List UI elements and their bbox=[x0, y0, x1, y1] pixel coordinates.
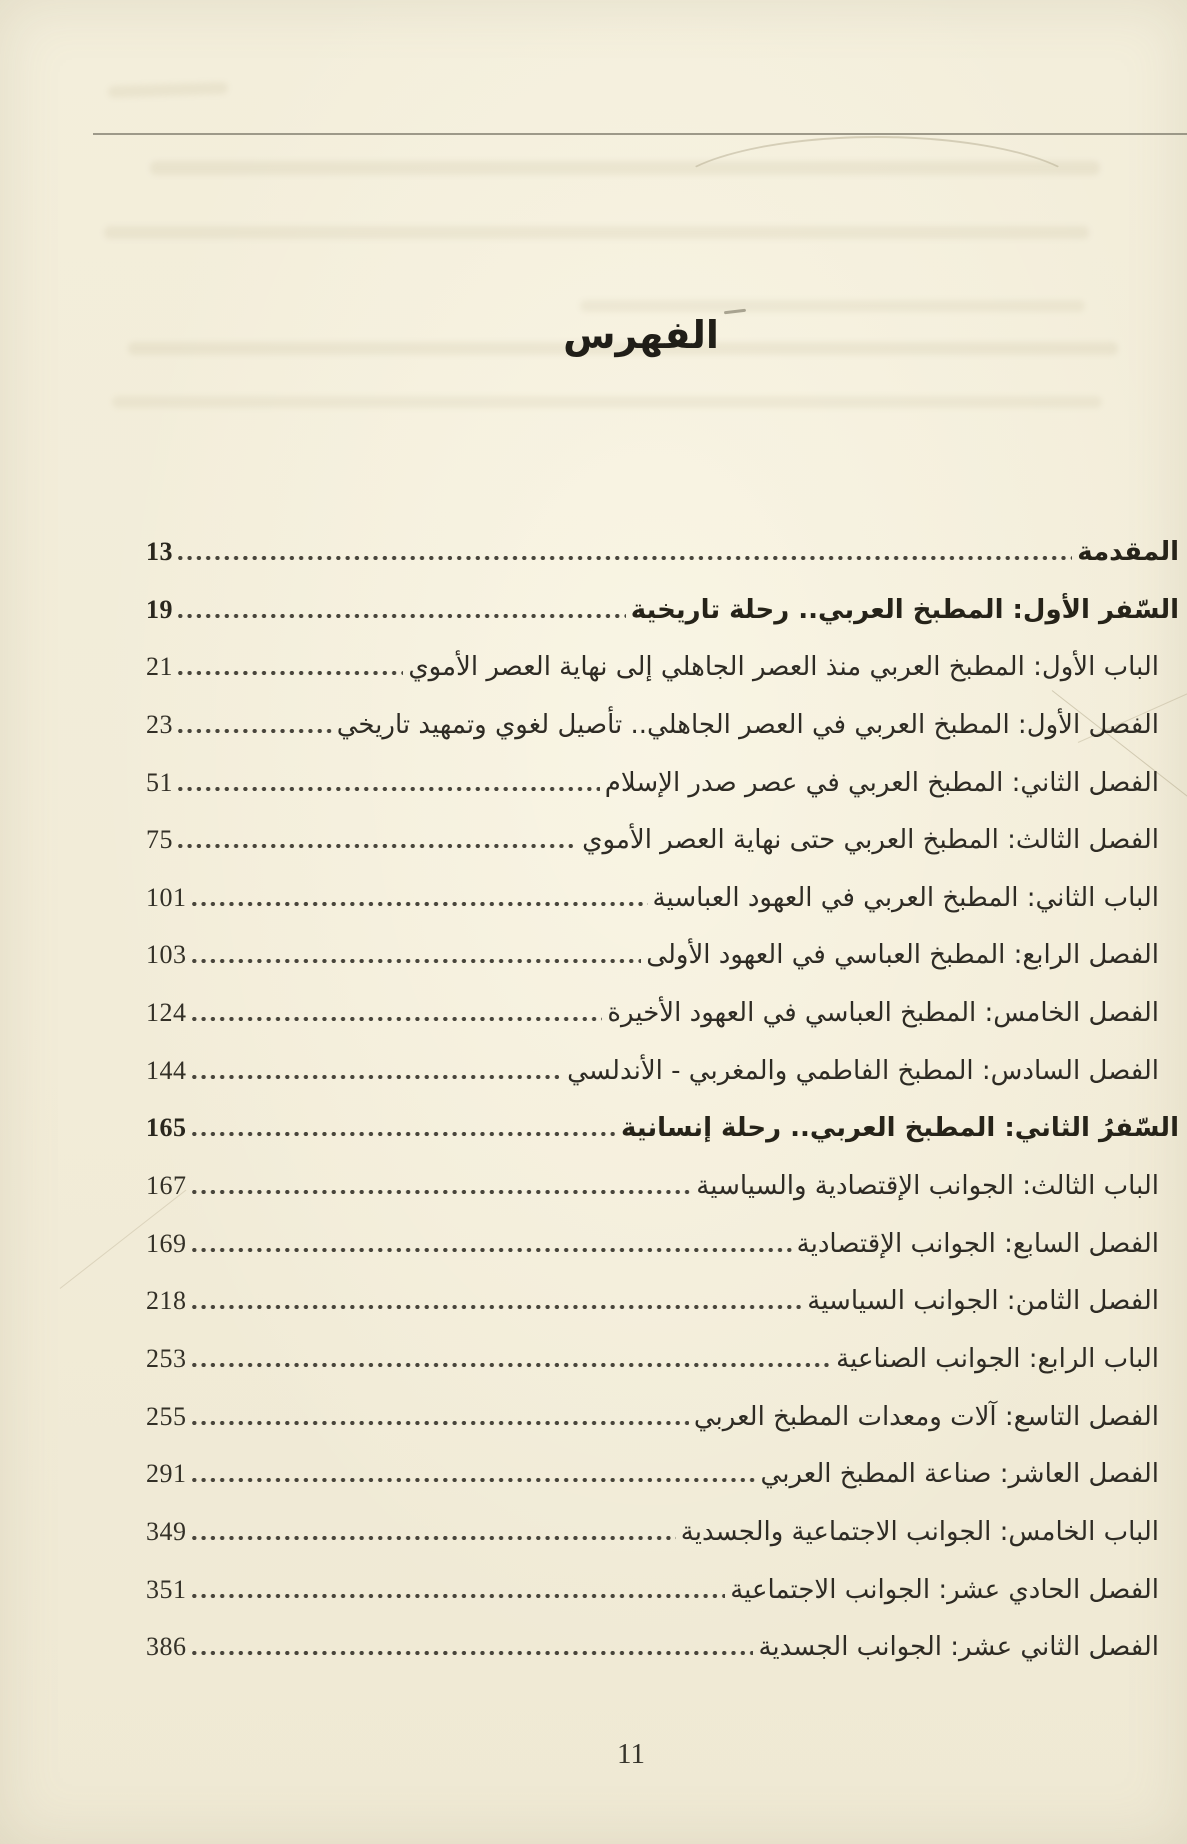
toc-entry-label: الفصل الثاني: المطبخ العربي في عصر صدر الإسلام bbox=[604, 767, 1159, 798]
toc-entry bbox=[146, 1561, 1181, 1619]
toc-entry-label: الفصل الخامس: المطبخ العباسي في العهود الأخيرة bbox=[607, 998, 1159, 1029]
toc-entry-label: المقدمة bbox=[1077, 537, 1179, 567]
toc-entry-page: 253 bbox=[146, 1343, 187, 1373]
page-number: 11 bbox=[617, 1738, 645, 1770]
dot-leader bbox=[192, 1017, 603, 1021]
toc-entry-label: الفصل الثالث: المطبخ العربي حتى نهاية العصر الأموي bbox=[582, 825, 1159, 856]
toc-entry-page: 351 bbox=[146, 1574, 187, 1604]
toc-entry-label: الباب الثالث: الجوانب الإقتصادية والسياسية bbox=[696, 1171, 1159, 1202]
toc-entry bbox=[146, 1445, 1181, 1503]
toc-entry-label: الفصل الرابع: المطبخ العباسي في العهود الأولى bbox=[646, 940, 1159, 971]
dot-leader bbox=[178, 671, 403, 675]
dot-leader bbox=[192, 1594, 726, 1598]
dot-leader bbox=[192, 959, 642, 963]
toc-entry-label: الفصل الثامن: الجوانب السياسية bbox=[807, 1286, 1159, 1317]
toc-entry-label: الفصل العاشر: صناعة المطبخ العربي bbox=[760, 1459, 1159, 1490]
dot-leader bbox=[192, 1248, 792, 1252]
dot-leader bbox=[192, 1421, 689, 1425]
top-rule bbox=[93, 133, 1187, 135]
toc-entry-page: 75 bbox=[146, 825, 173, 855]
toc-entry-page: 291 bbox=[146, 1459, 187, 1489]
toc-entry-label: السّفر الأول: المطبخ العربي.. رحلة تاريخية bbox=[630, 594, 1179, 625]
toc-entry bbox=[146, 869, 1181, 927]
page-title: الفهرس bbox=[563, 313, 719, 358]
toc-entry bbox=[146, 696, 1181, 754]
toc-entry-label: الباب الثاني: المطبخ العربي في العهود العباسية bbox=[652, 882, 1159, 913]
toc-list bbox=[146, 523, 1181, 1676]
toc-entry bbox=[146, 1157, 1181, 1215]
toc-entry bbox=[146, 984, 1181, 1042]
toc-entry bbox=[146, 1042, 1181, 1100]
dot-leader bbox=[178, 787, 600, 791]
toc-entry-label: الباب الخامس: الجوانب الاجتماعية والجسدية bbox=[680, 1516, 1159, 1547]
dot-leader bbox=[178, 614, 626, 618]
toc-entry-label: الفصل السادس: المطبخ الفاطمي والمغربي - الأندلسي bbox=[567, 1055, 1159, 1086]
toc-entry-page: 218 bbox=[146, 1286, 187, 1316]
dot-leader bbox=[192, 1536, 676, 1540]
toc-entry-page: 13 bbox=[146, 537, 173, 566]
dot-leader bbox=[178, 844, 577, 848]
toc-entry bbox=[146, 1272, 1181, 1330]
toc-entry bbox=[146, 1330, 1181, 1388]
dot-leader bbox=[192, 1478, 756, 1482]
toc-entry-page: 386 bbox=[146, 1632, 187, 1662]
paper-crease bbox=[665, 136, 1089, 260]
toc-entry-page: 51 bbox=[146, 767, 173, 797]
ghost-text bbox=[112, 396, 1102, 408]
toc-entry-page: 19 bbox=[146, 594, 173, 624]
toc-entry-label: الفصل الثاني عشر: الجوانب الجسدية bbox=[758, 1632, 1159, 1663]
toc-entry bbox=[146, 926, 1181, 984]
toc-entry bbox=[146, 1215, 1181, 1273]
toc-entry-label: الباب الأول: المطبخ العربي منذ العصر الجاهلي إلى نهاية العصر الأموي bbox=[408, 652, 1159, 683]
toc-entry-page: 23 bbox=[146, 709, 173, 739]
toc-entry-page: 255 bbox=[146, 1401, 187, 1431]
toc-entry-page: 101 bbox=[146, 882, 187, 912]
toc-entry-label: الباب الرابع: الجوانب الصناعية bbox=[836, 1343, 1159, 1374]
toc-entry-page: 169 bbox=[146, 1228, 187, 1258]
toc-entry-page: 144 bbox=[146, 1055, 187, 1085]
toc-entry-label: الفصل الأول: المطبخ العربي في العصر الجاهلي.. تأصيل لغوي وتمهيد تاريخي bbox=[336, 709, 1159, 740]
toc-entry bbox=[146, 1618, 1181, 1676]
toc-entry bbox=[146, 754, 1181, 812]
dot-leader bbox=[178, 556, 1072, 560]
toc-entry bbox=[146, 1503, 1181, 1561]
toc-entry-page: 165 bbox=[146, 1113, 187, 1143]
ghost-text bbox=[108, 82, 228, 98]
toc-entry-page: 349 bbox=[146, 1516, 187, 1546]
toc-entry-page: 103 bbox=[146, 940, 187, 970]
dot-leader bbox=[192, 1363, 832, 1367]
toc-entry bbox=[146, 811, 1181, 869]
toc-entry bbox=[146, 1099, 1181, 1157]
toc-entry-label: السّفرُ الثاني: المطبخ العربي.. رحلة إنسانية bbox=[620, 1113, 1179, 1144]
dot-leader bbox=[192, 1651, 754, 1655]
dot-leader bbox=[192, 1132, 616, 1136]
dot-leader bbox=[192, 1075, 563, 1079]
ghost-text bbox=[580, 300, 1085, 312]
dot-leader bbox=[178, 729, 332, 733]
toc-entry bbox=[146, 1388, 1181, 1446]
toc-entry-page: 124 bbox=[146, 998, 187, 1028]
toc-entry-page: 167 bbox=[146, 1171, 187, 1201]
toc-entry bbox=[146, 638, 1181, 696]
toc-entry-page: 21 bbox=[146, 652, 173, 682]
dot-leader bbox=[192, 1190, 692, 1194]
toc-entry-label: الفصل التاسع: آلات ومعدات المطبخ العربي bbox=[693, 1401, 1159, 1432]
toc-entry bbox=[146, 523, 1181, 581]
dot-leader bbox=[192, 1305, 803, 1309]
dot-leader bbox=[192, 902, 648, 906]
toc-entry-label: الفصل السابع: الجوانب الإقتصادية bbox=[796, 1228, 1159, 1259]
toc-entry-label: الفصل الحادي عشر: الجوانب الاجتماعية bbox=[730, 1574, 1159, 1605]
toc-entry bbox=[146, 581, 1181, 639]
